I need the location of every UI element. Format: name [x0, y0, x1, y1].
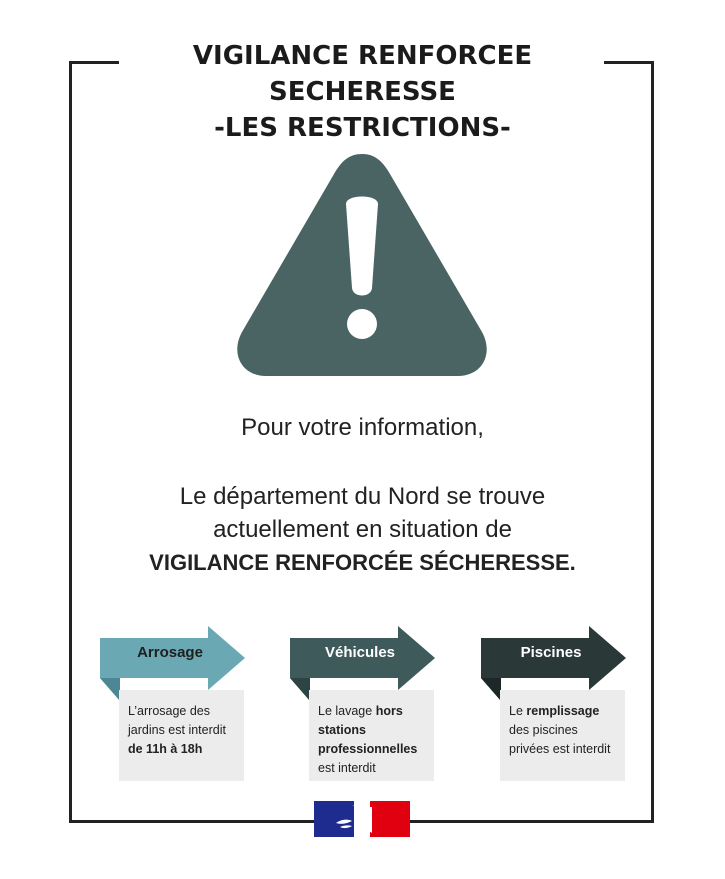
title-line-2: SECHERESSE — [269, 77, 456, 107]
card-text-vehicules — [309, 690, 434, 781]
frame-left — [69, 61, 72, 823]
restriction-card-piscines — [481, 626, 626, 781]
card-text-bold: remplissage — [526, 704, 600, 718]
card-text-a: Le — [509, 704, 527, 718]
info-greeting: Pour votre information, — [241, 414, 484, 441]
title-line-3: -LES RESTRICTIONS- — [214, 113, 511, 143]
card-text-b: est interdit — [318, 761, 376, 775]
card-label-arrosage: Arrosage — [137, 644, 203, 661]
card-text-bold: hors stations professionnelles — [318, 704, 418, 756]
card-text-b: des piscines privées est interdit — [509, 723, 611, 756]
info-line-2: Le département du Nord se trouve — [179, 483, 546, 510]
restriction-card-vehicules — [290, 626, 435, 781]
restriction-card-arrosage — [100, 626, 245, 781]
info-line-4: VIGILANCE RENFORCÉE SÉCHERESSE. — [149, 550, 576, 575]
card-text-a: Le lavage — [318, 704, 376, 718]
info-line-3: actuellement en situation de — [213, 516, 512, 543]
warning-triangle-icon — [232, 148, 492, 380]
card-text-arrosage — [119, 690, 244, 781]
frame-right — [651, 61, 654, 823]
card-text-piscines — [500, 690, 625, 781]
marianne-flag-logo — [314, 801, 410, 837]
frame-bottom-right — [410, 820, 654, 823]
info-statement — [0, 480, 725, 579]
frame-bottom-left — [69, 820, 314, 823]
card-label-piscines: Piscines — [520, 644, 582, 661]
card-text-a: L’arrosage des jardins est interdit — [128, 704, 226, 737]
page-title — [0, 38, 725, 146]
card-text-bold: de 11h à 18h — [128, 742, 203, 756]
title-line-1: VIGILANCE RENFORCEE — [192, 41, 533, 71]
card-label-vehicules: Véhicules — [324, 644, 396, 661]
